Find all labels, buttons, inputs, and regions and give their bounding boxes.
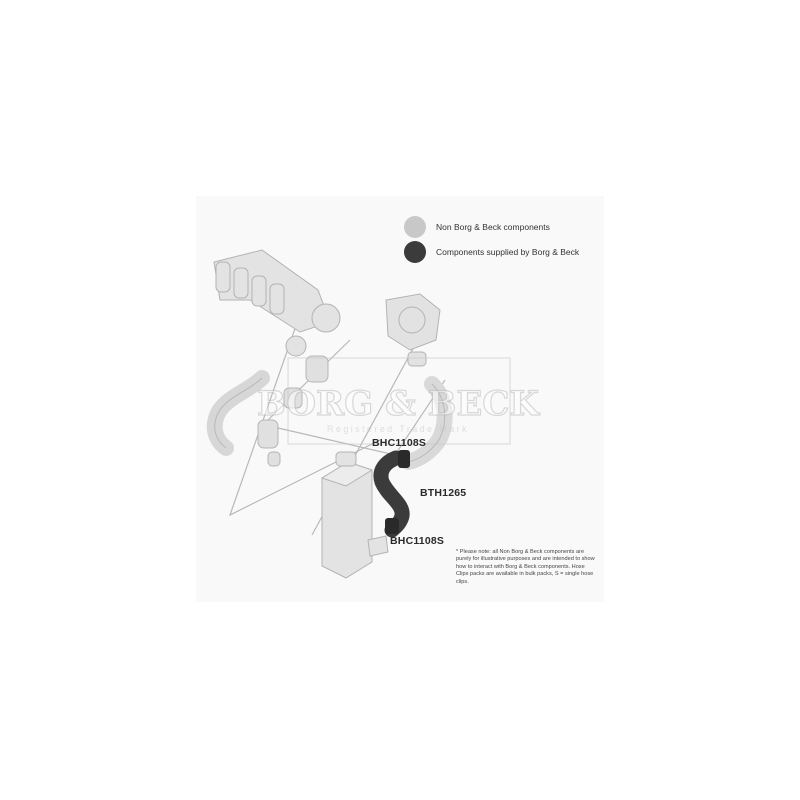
intake-manifold <box>214 250 340 356</box>
legend-label: Non Borg & Beck components <box>436 222 550 232</box>
hose-clip-upper <box>398 450 410 468</box>
legend-swatch-dark <box>404 241 426 263</box>
legend-swatch-light <box>404 216 426 238</box>
legend-item-non-supplied <box>404 216 550 238</box>
part-label-hose: BTH1265 <box>420 487 467 499</box>
watermark-subtitle: Registered Trade Mark <box>327 424 469 434</box>
watermark-brand: BORG & BECK <box>257 384 539 424</box>
left-intake-pipe <box>215 378 262 448</box>
legend-item-supplied <box>404 241 579 263</box>
hose-clip-lower <box>385 518 399 534</box>
throttle-body <box>386 294 440 366</box>
brand-watermark <box>257 358 540 444</box>
legend-label: Components supplied by Borg & Beck <box>436 247 580 257</box>
disclaimer-note: * Please note: all Non Borg & Beck components are purely for illustrative purposes and are intended to show how to interact with Borg & Beck components. Hose Clips packs are available in bulk packs, S = single hose clips. <box>456 549 595 585</box>
part-label-upper-clip: BHC1108S <box>372 437 427 449</box>
part-label-lower-clip: BHC1108S <box>390 535 445 547</box>
